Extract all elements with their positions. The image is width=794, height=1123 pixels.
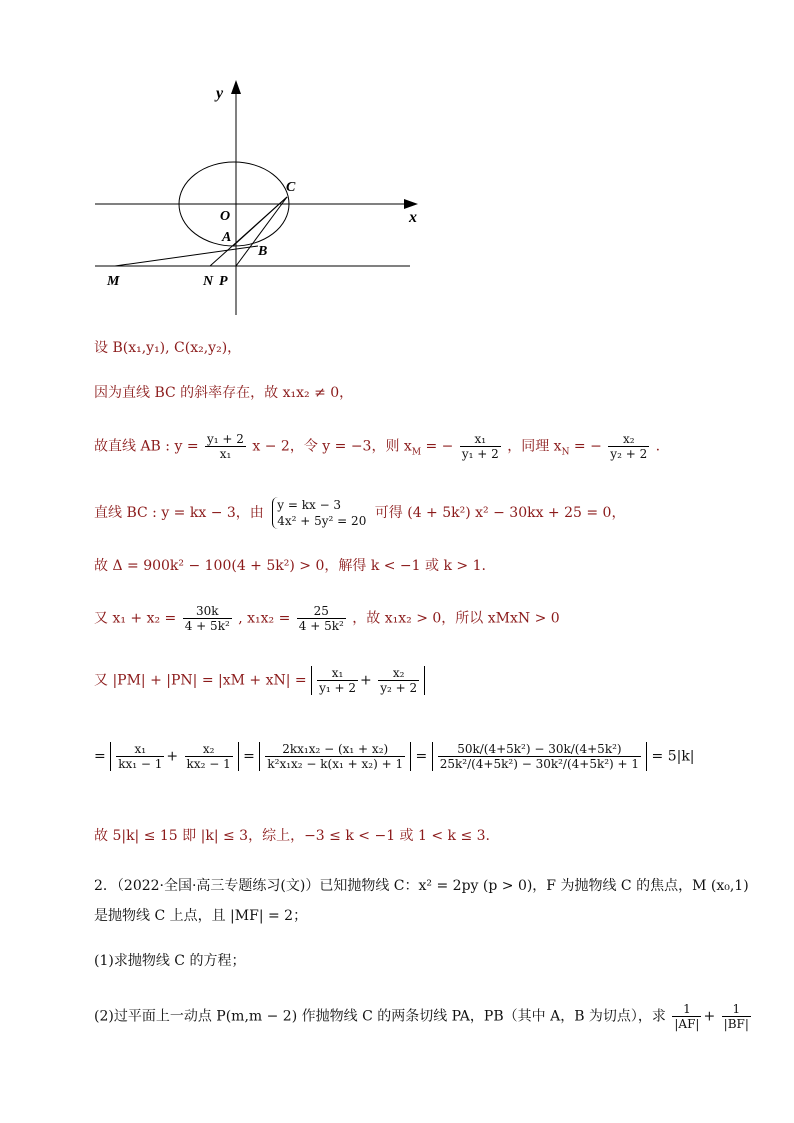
x-axis-arrow bbox=[404, 199, 418, 209]
problem-2-part-2: (2)过平面上一动点 P(m,m − 2) 作抛物线 C 的两条切线 PA，PB（其中 A，B 为切点），求 $\frac{1}{|AF|}$ + $\frac{1}{|BF|}$ bbox=[94, 1002, 749, 1031]
line-set-points: 设 B(x₁,y₁), C(x₂,y₂)， bbox=[94, 340, 242, 356]
label-N: N bbox=[203, 274, 214, 289]
line-conclusion: 故 5|k| ≤ 15 即 |k| ≤ 3，综上，−3 ≤ k < −1 或 1 < k ≤ 3. bbox=[94, 828, 491, 844]
label-B: B bbox=[258, 244, 268, 259]
line-vieta: 又 x₁ + x₂ = $\frac{30k}{\text{4 + 5k²}}$ , x₁x₂ = $\frac{25}{\text{4 + 5k²}}$ ，故 x₁x₂ > 0，所以 xMxN > 0 bbox=[94, 604, 560, 633]
line-slope-exists: 因为直线 BC 的斜率存在，故 x₁x₂ ≠ 0， bbox=[94, 385, 354, 401]
line-MA bbox=[115, 246, 258, 266]
y-axis-arrow bbox=[231, 80, 241, 94]
label-y: y bbox=[216, 85, 224, 102]
label-P: P bbox=[219, 274, 228, 289]
line-AB-equation: 故直线 AB : y = $\frac{\text{y₁ + 2}}{\text{x₁}}$ x − 2，令 y = −3，则 $x_M$ = − $\frac{\text{x₁}}{\text{y₁ + 2}}$ ，同理 $x_N$ = − $\frac{\text{x₂}}{\text{y₂ + 2}}$ . bbox=[94, 432, 661, 461]
line-PM-PN: 又 |PM| + |PN| = |xM + xN| = $\frac{\text{x₁}}{\text{y₁ + 2}}$ + $\frac{\text{x₂}}{\text{y₂ + 2}}$ bbox=[94, 666, 425, 695]
problem-2-part-1: (1)求抛物线 C 的方程； bbox=[94, 953, 246, 969]
ellipse-diagram bbox=[90, 70, 430, 320]
problem-2-stem: 2．（2022·全国·高三专题练习(文)）已知抛物线 C：x² = 2py (p > 0)，F 为抛物线 C 的焦点，M (x₀,1) bbox=[94, 878, 749, 894]
label-C: C bbox=[286, 180, 296, 195]
label-x: x bbox=[409, 209, 417, 226]
problem-2-stem-cont: 是抛物线 C 上点，且 |MF| = 2； bbox=[94, 908, 308, 924]
label-O: O bbox=[220, 209, 231, 224]
line-BC-system: 直线 BC : y = kx − 3，由 y = kx − 3 4x² + 5y² = 20 可得 (4 + 5k²) x² − 30kx + 25 = 0， bbox=[94, 498, 626, 528]
line-discriminant: 故 Δ = 900k² − 100(4 + 5k²) > 0，解得 k < −1 或 k > 1. bbox=[94, 558, 486, 574]
line-simplification: = $\frac{\text{x₁}}{\text{kx₁ − 1}}$ + $\frac{\text{x₂}}{\text{kx₂ − 1}}$ = $\frac{\text{2kx₁x₂ − (x₁ + x₂)}}{\text{k²x₁x₂ − k(x₁ + x₂) + 1}}$ = $\frac{\text{50k/(4+5k²) − 30k/(4+5k²)}}{\text{25k²/(4+5k²) − 30k²/(4+5k²) + 1}}$ = 5|k| bbox=[94, 742, 695, 771]
label-A: A bbox=[222, 230, 232, 245]
label-M: M bbox=[107, 274, 120, 289]
